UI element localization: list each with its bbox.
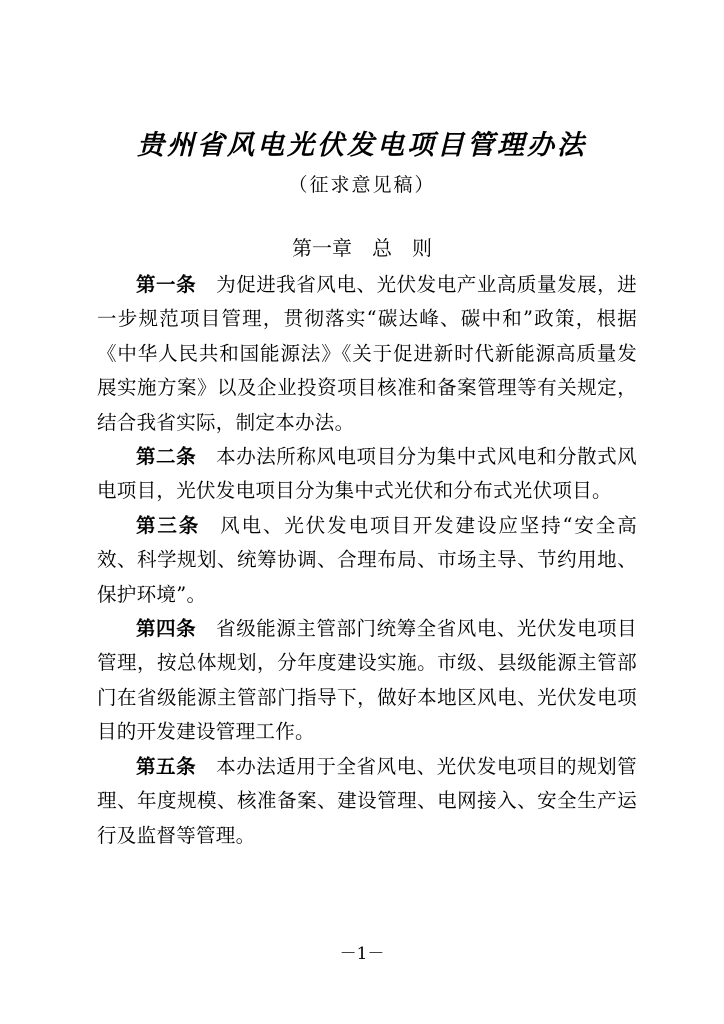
article-text: 本办法适用于全省风电、光伏发电项目的规划管理、年度规模、核准备案、建设管理、电网接入、安全生产运行及监督等管理。 [97,754,637,847]
article-label: 第四条 [136,617,197,641]
article-3 [97,509,637,612]
page-number: －1－ [339,944,385,964]
chapter-name: 总 则 [372,236,432,260]
article-label: 第三条 [136,513,201,537]
article-text: 省级能源主管部门统筹全省风电、光伏发电项目管理，按总体规划，分年度建设实施。市级、县级能源主管部门在省级能源主管部门指导下，做好本地区风电、光伏发电项目的开发建设管理工作。 [97,617,637,744]
article-list [97,268,637,853]
article-label: 第五条 [136,754,197,778]
article-2 [97,440,637,509]
article-text: 为促进我省风电、光伏发电产业高质量发展，进一步规范项目管理，贯彻落实“碳达峰、碳中和”政策，根据《中华人民共和国能源法》《关于促进新时代新能源高质量发展实施方案》以及企业投资项目核准和备案管理等有关规定，结合我省实际，制定本办法。 [97,273,637,434]
document-title: 贵州省风电光伏发电项目管理办法 [137,130,587,161]
article-text: 本办法所称风电项目分为集中式风电和分散式风电项目，光伏发电项目分为集中式光伏和分布式光伏项目。 [97,445,637,503]
article-1 [97,268,637,440]
article-label: 第一条 [136,273,197,296]
article-5 [97,750,637,853]
chapter-number: 第一章 [292,236,352,260]
article-text: 风电、光伏发电项目开发建设应坚持“安全高效、科学规划、统筹协调、合理布局、市场主导、节约用地、保护环境”。 [97,513,637,606]
article-4 [97,612,637,750]
document-subtitle: （征求意见稿） [288,174,436,196]
chapter-heading [0,234,724,262]
article-label: 第二条 [136,445,197,469]
